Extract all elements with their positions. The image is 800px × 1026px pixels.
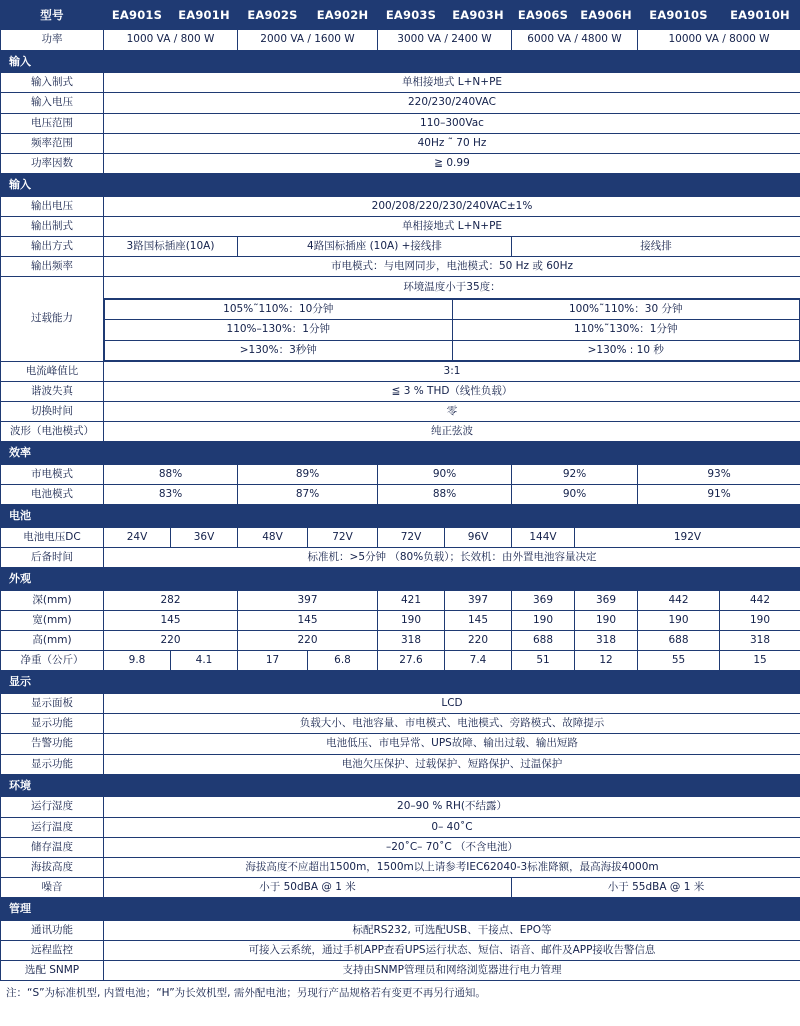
- output-voltage-value: 200/208/220/230/240VAC±1%: [104, 196, 800, 216]
- row-comm: [1, 920, 800, 940]
- eff-line-1: 89%: [238, 464, 378, 484]
- height-1: 220: [238, 631, 378, 651]
- height-7: 318: [720, 631, 800, 651]
- row-crest: [1, 361, 800, 381]
- height-0: 220: [104, 631, 238, 651]
- section-header-environment: [1, 774, 800, 797]
- row-label-width: 宽(mm): [1, 611, 104, 631]
- comm-value: 标配RS232, 可选配USB、干接点、EPO等: [104, 920, 800, 940]
- row-waveform: [1, 422, 800, 442]
- height-3: 220: [445, 631, 512, 651]
- section-header-efficiency: [1, 442, 800, 465]
- row-display-panel: [1, 694, 800, 714]
- depth-1: 397: [238, 590, 378, 610]
- row-label-overload: 过载能力: [1, 277, 104, 362]
- row-snmp: [1, 961, 800, 981]
- eff-line-2: 90%: [378, 464, 512, 484]
- crest-value: 3:1: [104, 361, 800, 381]
- section-label-input2: 输入: [1, 173, 800, 196]
- row-label-altitude: 海拔高度: [1, 857, 104, 877]
- overload-row-0: [105, 300, 800, 320]
- overload-right-1: 110%˜130%：1分钟: [452, 320, 800, 340]
- transfer-value: 零: [104, 401, 800, 421]
- row-label-protect-function: 显示功能: [1, 754, 104, 774]
- header-model-2: EA902S: [238, 1, 308, 30]
- output-type-value-2: 接线排: [512, 236, 800, 256]
- header-model-3: EA902H: [308, 1, 378, 30]
- row-label-thd: 谐波失真: [1, 381, 104, 401]
- depth-2: 421: [378, 590, 445, 610]
- overload-right-2: >130% : 10 秒: [452, 340, 800, 360]
- height-6: 688: [638, 631, 720, 651]
- header-model-8: EA9010S: [638, 1, 720, 30]
- row-protect-function: [1, 754, 800, 774]
- overload-row-2: [105, 340, 800, 360]
- input-range-value: 110–300Vac: [104, 113, 800, 133]
- input-mode-value: 单相接地式 L+N+PE: [104, 73, 800, 93]
- header-model-0: EA901S: [104, 1, 171, 30]
- row-label-output-mode: 输出制式: [1, 216, 104, 236]
- eff-batt-1: 87%: [238, 485, 378, 505]
- output-type-value-1: 4路国标插座 (10A) +接线排: [238, 236, 512, 256]
- temp-value: 0– 40˚C: [104, 817, 800, 837]
- batt-v-5: 96V: [445, 527, 512, 547]
- humidity-value: 20–90 % RH(不结露）: [104, 797, 800, 817]
- depth-3: 397: [445, 590, 512, 610]
- depth-5: 369: [575, 590, 638, 610]
- noise-value-0: 小于 50dBA @ 1 米: [104, 877, 512, 897]
- snmp-value: 支持由SNMP管理员和网络浏览器进行电力管理: [104, 961, 800, 981]
- batt-v-6: 144V: [512, 527, 575, 547]
- power-value-4: 10000 VA / 8000 W: [638, 30, 800, 50]
- row-label-output-type: 输出方式: [1, 236, 104, 256]
- weight-3: 6.8: [308, 651, 378, 671]
- overload-block: [104, 277, 800, 362]
- footnote: 注：“S”为标准机型, 内置电池；“H”为长效机型, 需外配电池；另现行产品规格若有变更不再另行通知。: [6, 987, 486, 1000]
- row-battery-voltage: [1, 527, 800, 547]
- eff-line-4: 93%: [638, 464, 800, 484]
- header-model-6: EA906S: [512, 1, 575, 30]
- row-noise: [1, 877, 800, 897]
- row-label-input-range: 电压范围: [1, 113, 104, 133]
- row-storage-temp: [1, 837, 800, 857]
- row-battery-backup: [1, 548, 800, 568]
- width-0: 145: [104, 611, 238, 631]
- row-label-remote: 远程监控: [1, 940, 104, 960]
- row-label-comm: 通讯功能: [1, 920, 104, 940]
- batt-v-7: 192V: [575, 527, 800, 547]
- batt-v-3: 72V: [308, 527, 378, 547]
- input-freq-value: 40Hz ˜ 70 Hz: [104, 133, 800, 153]
- storage-temp-value: –20˚C– 70˚C （不含电池）: [104, 837, 800, 857]
- display-panel-value: LCD: [104, 694, 800, 714]
- row-output-type: [1, 236, 800, 256]
- input-voltage-value: 220/230/240VAC: [104, 93, 800, 113]
- eff-line-0: 88%: [104, 464, 238, 484]
- section-label-environment: 环境: [1, 774, 800, 797]
- overload-right-0: 100%˜110%：30 分钟: [452, 300, 800, 320]
- section-label-appearance: 外观: [1, 568, 800, 591]
- eff-batt-4: 91%: [638, 485, 800, 505]
- waveform-value: 纯正弦波: [104, 422, 800, 442]
- header-model-4: EA903S: [378, 1, 445, 30]
- row-label-output-voltage: 输出电压: [1, 196, 104, 216]
- width-3: 145: [445, 611, 512, 631]
- table-header-row: [1, 1, 800, 30]
- section-header-input2: [1, 173, 800, 196]
- display-function-value: 负载大小、电池容量、市电模式、电池模式、旁路模式、故障提示: [104, 714, 800, 734]
- power-value-1: 2000 VA / 1600 W: [238, 30, 378, 50]
- section-label-battery: 电池: [1, 505, 800, 528]
- row-label-alarm-function: 告警功能: [1, 734, 104, 754]
- header-model-9: EA9010H: [720, 1, 800, 30]
- row-label-noise: 噪音: [1, 877, 104, 897]
- batt-backup-value: 标准机：>5分钟 （80%负载）；长效机：由外置电池容量决定: [104, 548, 800, 568]
- section-label-display: 显示: [1, 671, 800, 694]
- power-value-2: 3000 VA / 2400 W: [378, 30, 512, 50]
- row-label-eff-line: 市电模式: [1, 464, 104, 484]
- noise-value-1: 小于 55dBA @ 1 米: [512, 877, 800, 897]
- section-header-input1: [1, 50, 800, 73]
- row-label-input-voltage: 输入电压: [1, 93, 104, 113]
- row-transfer: [1, 401, 800, 421]
- batt-v-4: 72V: [378, 527, 445, 547]
- row-label-crest: 电流峰值比: [1, 361, 104, 381]
- row-label-humidity: 运行湿度: [1, 797, 104, 817]
- row-remote: [1, 940, 800, 960]
- eff-batt-3: 90%: [512, 485, 638, 505]
- weight-9: 15: [720, 651, 800, 671]
- row-label-power: 功率: [1, 30, 104, 50]
- overload-left-1: 110%–130%：1分钟: [105, 320, 453, 340]
- width-6: 190: [638, 611, 720, 631]
- row-label-waveform: 波形（电池模式）: [1, 422, 104, 442]
- row-width: [1, 611, 800, 631]
- row-power: [1, 30, 800, 50]
- output-freq-value: 市电模式：与电网同步，电池模式：50 Hz 或 60Hz: [104, 257, 800, 277]
- power-value-3: 6000 VA / 4800 W: [512, 30, 638, 50]
- depth-7: 442: [720, 590, 800, 610]
- width-4: 190: [512, 611, 575, 631]
- height-4: 688: [512, 631, 575, 651]
- row-output-mode: [1, 216, 800, 236]
- height-2: 318: [378, 631, 445, 651]
- power-value-0: 1000 VA / 800 W: [104, 30, 238, 50]
- row-temp: [1, 817, 800, 837]
- width-2: 190: [378, 611, 445, 631]
- weight-2: 17: [238, 651, 308, 671]
- width-5: 190: [575, 611, 638, 631]
- altitude-value: 海拔高度不应超出1500m，1500m以上请参考IEC62040-3标准降额，最高海拔4000m: [104, 857, 800, 877]
- overload-grid: [104, 299, 800, 360]
- row-label-transfer: 切换时间: [1, 401, 104, 421]
- row-label-output-freq: 输出频率: [1, 257, 104, 277]
- row-thd: [1, 381, 800, 401]
- row-label-input-pf: 功率因数: [1, 153, 104, 173]
- batt-v-0: 24V: [104, 527, 171, 547]
- section-label-efficiency: 效率: [1, 442, 800, 465]
- row-input-pf: [1, 153, 800, 173]
- weight-5: 7.4: [445, 651, 512, 671]
- output-mode-value: 单相接地式 L+N+PE: [104, 216, 800, 236]
- row-label-battery-voltage: 电池电压DC: [1, 527, 104, 547]
- overload-row-1: [105, 320, 800, 340]
- protect-function-value: 电池欠压保护、过载保护、短路保护、过温保护: [104, 754, 800, 774]
- row-label-display-panel: 显示面板: [1, 694, 104, 714]
- eff-batt-2: 88%: [378, 485, 512, 505]
- row-output-freq: [1, 257, 800, 277]
- row-weight: [1, 651, 800, 671]
- row-input-range: [1, 113, 800, 133]
- depth-0: 282: [104, 590, 238, 610]
- batt-v-2: 48V: [238, 527, 308, 547]
- row-label-height: 高(mm): [1, 631, 104, 651]
- remote-value: 可接入云系统，通过手机APP查看UPS运行状态、短信、语音、邮件及APP接收告警信息: [104, 940, 800, 960]
- eff-line-3: 92%: [512, 464, 638, 484]
- weight-4: 27.6: [378, 651, 445, 671]
- weight-0: 9.8: [104, 651, 171, 671]
- alarm-function-value: 电池低压、市电异常、UPS故障、输出过载、输出短路: [104, 734, 800, 754]
- row-eff-battery: [1, 485, 800, 505]
- row-label-depth: 深(mm): [1, 590, 104, 610]
- row-label-battery-backup: 后备时间: [1, 548, 104, 568]
- weight-7: 12: [575, 651, 638, 671]
- row-label-storage-temp: 储存温度: [1, 837, 104, 857]
- overload-left-2: >130%：3秒钟: [105, 340, 453, 360]
- row-label-weight: 净重（公斤）: [1, 651, 104, 671]
- row-depth: [1, 590, 800, 610]
- eff-batt-0: 83%: [104, 485, 238, 505]
- section-header-battery: [1, 505, 800, 528]
- row-overload: [1, 277, 800, 362]
- input-pf-value: ≧ 0.99: [104, 153, 800, 173]
- header-model-5: EA903H: [445, 1, 512, 30]
- row-label-snmp: 选配 SNMP: [1, 961, 104, 981]
- section-header-management: [1, 898, 800, 921]
- weight-1: 4.1: [171, 651, 238, 671]
- width-7: 190: [720, 611, 800, 631]
- row-label-eff-battery: 电池模式: [1, 485, 104, 505]
- thd-value: ≦ 3 % THD（线性负载）: [104, 381, 800, 401]
- overload-left-0: 105%˜110%：10分钟: [105, 300, 453, 320]
- section-header-display: [1, 671, 800, 694]
- header-model-1: EA901H: [171, 1, 238, 30]
- depth-4: 369: [512, 590, 575, 610]
- overload-condition: 环境温度小于35度：: [104, 277, 800, 299]
- row-label-display-function: 显示功能: [1, 714, 104, 734]
- output-type-value-0: 3路国标插座(10A): [104, 236, 238, 256]
- row-input-freq: [1, 133, 800, 153]
- section-label-input1: 输入: [1, 50, 800, 73]
- weight-6: 51: [512, 651, 575, 671]
- row-label-temp: 运行温度: [1, 817, 104, 837]
- header-model-7: EA906H: [575, 1, 638, 30]
- row-label-input-freq: 频率范围: [1, 133, 104, 153]
- width-1: 145: [238, 611, 378, 631]
- row-input-mode: [1, 73, 800, 93]
- section-header-appearance: [1, 568, 800, 591]
- row-altitude: [1, 857, 800, 877]
- header-label: 型号: [1, 1, 104, 30]
- batt-v-1: 36V: [171, 527, 238, 547]
- row-humidity: [1, 797, 800, 817]
- section-label-management: 管理: [1, 898, 800, 921]
- row-input-voltage: [1, 93, 800, 113]
- row-display-function: [1, 714, 800, 734]
- depth-6: 442: [638, 590, 720, 610]
- row-output-voltage: [1, 196, 800, 216]
- row-label-input-mode: 输入制式: [1, 73, 104, 93]
- height-5: 318: [575, 631, 638, 651]
- row-alarm-function: [1, 734, 800, 754]
- weight-8: 55: [638, 651, 720, 671]
- row-eff-line: [1, 464, 800, 484]
- row-height: [1, 631, 800, 651]
